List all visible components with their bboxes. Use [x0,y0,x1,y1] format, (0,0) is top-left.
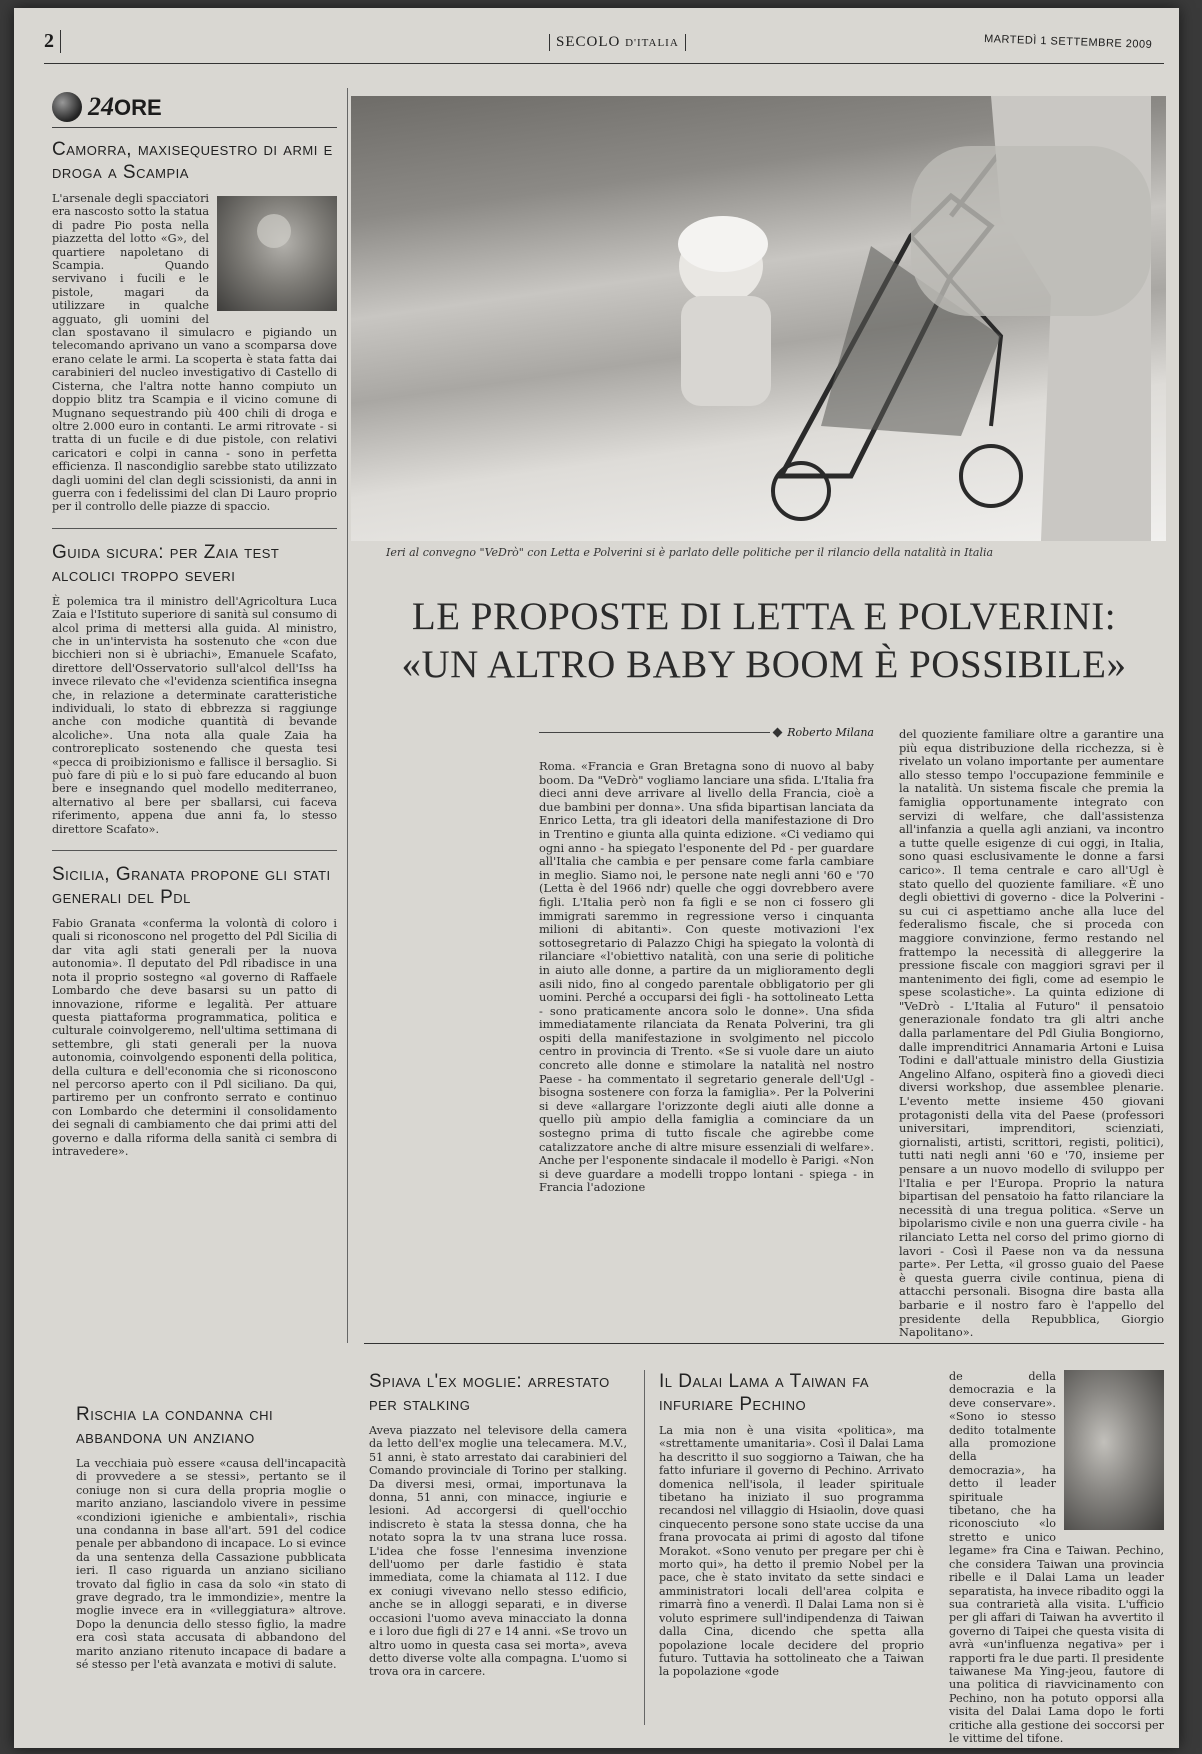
baby-stroller-illustration [351,96,1166,541]
article-anziano [76,1403,346,1672]
article-stalking [369,1370,627,1679]
article-granata [52,863,337,1158]
article-photo [1064,1370,1164,1530]
article-dalai-lama-continued [949,1370,1164,1745]
diamond-icon [773,728,783,738]
byline [539,726,874,739]
main-story-column-1: Roma. «Francia e Gran Bretagna sono di nuovo al baby boom. Da "VeDrò" vogliamo lanciare una sfida. L'Italia fra dieci anni deve arrivare al livello della Francia, cioè a due bambini per donna». Una sfida bipartisan lanciata da Enrico Letta, tra gli ideatori della manifestazione di Dro in Trentino e giunta alla quinta edizione. «Ci vediamo qui ogni anno - ha spiegato l'esponente del Pd - per guardare all'Italia che cambia e per pensare come farla cambiare in meglio. Siamo noi, le persone nate negli anni '60 e '70 (Letta è del 1966 ndr) quelle che oggi dovrebbero avere figli. L'Italia però non fa figli e se non ci fossero gli immigrati saremmo in regressione verso i cinquanta milioni di abitanti». Con queste motivazioni l'ex sottosegretario di Palazzo Chigi ha spiegato la volontà di rilanciare «l'obiettivo natalità, con una serie di politiche in aiuto alle donne, a partire da un miglioramento degli asili nido, fino al congedo parentale obbligatorio per gli uomini. Perché a occuparsi dei figli - ha sottolineato Letta - sono praticamente ancora solo le donne». Una sfida immediatamente rilanciata da Renata Polverini, tra gli ospiti della manifestazione in svolgimento nel piccolo centro in provincia di Trento. «Se si vuole dare un aiuto concreto alle donne e stimolare la natalità nel nostro Paese - ha commentato il segretario generale dell'Ugl - bisogna sostenere con forza la famiglia». Per la Polverini si deve «allargare l'orizzonte degli aiuti alle donne a quello più ampio della famiglia a cominciare da un sostegno prima di tutto fiscale che agirebbe come catalizzatore anche di altre misure essenziali di welfare». Anche per l'esponente sindacale il modello è Parigi. «Non si deve guardare a modelli troppo lontani - spiega - in Francia l'adozione [539,759,874,1195]
article-title: Camorra, maxisequestro di armi e droga a Scampia [52,139,333,183]
page-number: 2 [44,30,61,53]
article-body: de della democrazia e la deve conservare». «Sono io stesso dedito totalmente alla promozione della democrazia», ha detto il leader spirituale tibetano, che ha riconosciuto «lo stretto e unico legame» fra Cina e Taiwan. Pechino, che considera Taiwan una provincia ribelle e il Dalai Lama un leader separatista, ha invece ribadito oggi la sua contrarietà alla visita. L'ufficio per gli affari di Taiwan ha avvertito il governo di Taipei che questa visita di avrà «un'influenza negativa» per i rapporti fra le due parti. Il presidente taiwanese Ma Ying-jeou, fautore di una politica di riavvicinamento con Pechino, non ha potuto opporsi alla visita del Dalai Lama dopo le forti critiche alla gestione dei soccorsi per le vittime del tifone. [949,1370,1164,1745]
24ore-logo: 24ORE [52,86,337,128]
article-body: La vecchiaia può essere «causa dell'incapacità di provvedere a se stessi», pertanto se il coniuge non si cura della propria moglie o marito anziano, lasciandolo vivere in pessime «condizioni igieniche e ambientali», rischia una condanna in base all'art. 591 del codice penale per abbandono di incapace. Lo si evince da una sentenza della Cassazione pubblicata ieri. Il caso riguarda un anziano siciliano trovato dal figlio in casa da solo «in stato di grave degrado, tra le immondizie», mentre la moglie invece era in «villeggiatura» altrove. Dopo la denuncia dello stesso figlio, la madre era così stata accusata di abbandono del marito anziano ritenuto incapace di badare a sé stesso per l'età avanzata e motivi di salute. [76,1457,346,1672]
sidebar-24ore [52,86,337,1172]
photo-caption: Ieri al convegno "VeDrò" con Letta e Polverini si è parlato delle politiche per il rilancio della natalità in Italia [386,546,994,559]
article-title: Rischia la condanna chi abbandona un anziano [76,1404,274,1448]
article-title: Spiava l'ex moglie: arrestato per stalking [369,1371,610,1415]
main-story-column-2: del quoziente familiare oltre a garantire una più equa distribuzione della ricchezza, si è rivelato un volano importante per aumentare allo stesso tempo l'occupazione femminile e la natalità. Un sistema fiscale che premia la famiglia opportunamente integrato con servizi di welfare, che dall'assistenza all'infanzia a quella agli anziani, va incontro a tutte quelle esigenze di cui oggi, in Italia, sono quasi esclusivamente le donne a farsi carico». Il tema centrale e caro all'Ugl è stato quello del quoziente familiare. «È uno degli obiettivi di governo - dice la Polverini - su cui ci aspettiamo anche alla luce del federalismo fiscale, che si proceda con maggiore convinzione, fermo restando nel frattempo la necessità di alleggerire la pressione fiscale con maggiori sgravi per il mantenimento dei figli, come ad esempio le spese scolastiche». La quinta edizione di "VeDrò - L'Italia al Futuro" il pensatoio generazionale fondato tra gli altri anche dalla parlamentare del Pdl Giulia Bongiorno, dalle imprenditrici Annamaria Artoni e Luisa Todini e dall'attuale ministro della Giustizia Angelino Alfano, ospiterà fino a giovedì dieci diversi workshop, due assemblee plenarie. L'evento mette insieme 450 giovani protagonisti della vita del Paese (professori universitari, imprenditori, scienziati, giornalisti, artisti, scrittori, registi, politici), tutti nati negli anni '60 e '70, insieme per pensare a un nuovo modello di sviluppo per l'Italia e per l'Europa. Proprio la natura bipartisan del pensatoio ha fatto rilanciare la necessità di una tregua politica. «Serve un bipolarismo civile e non una guerra civile - ha rilanciato Letta nel corso del primo giorno di lavori - Così il Paese non va da nessuna parte». Per Letta, «il grosso guaio del Paese è questa guerra civile continua, piena di attacchi personali. Bisogna dire basta alla barbarie e il nostro faro è l'appello del presidente della Repubblica, Giorgio Napolitano». [899,727,1164,1340]
issue-date: MARTEDÌ 1 SETTEMBRE 2009 [983,33,1153,51]
article-title: Sicilia, Granata propone gli stati generali del Pdl [52,864,331,909]
article-photo [217,196,337,311]
article-camorra [52,138,337,514]
newspaper-page [14,8,1179,1748]
paper-title: SECOLO D'ITALIA [549,34,686,51]
article-body: L'arsenale degli spacciatori era nascosto sotto la statua di padre Pio posta nella piazzetta del lotto «G», del quartiere napoletano di Scampia. Quando servivano i fucili e le pistole, magari da utilizzare in qualche agguato, gli uomini del clan spostavano il simulacro e pigiando un telecomando aprivano un vano a scomparsa dove erano celate le armi. La scoperta è stata fatta dai carabinieri del nucleo investigativo di Castello di Cisterna, che l'altra notte hanno compiuto un doppio blitz tra Scampia e il vicino comune di Mugnano sequestrando più 400 chili di droga e oltre 2.000 euro in contanti. Le armi ritrovate - si tratta di un fucile e di due pistole, con relativi caricatori e colpi in canna - sono in perfetta efficienza. Il nascondiglio sarebbe stato utilizzato dagli uomini del clan degli scissionisti, da anni in guerra con i fedelissimi del clan Di Lauro proprio per il controllo delle piazze di spaccio. [52,192,337,514]
divider [52,850,337,851]
masthead [44,20,1164,64]
main-photo [351,96,1166,541]
article-body: È polemica tra il ministro dell'Agricoltura Luca Zaia e l'Istituto superiore di sanità sul consumo di alcol prima di mettersi alla guida. Al ministro, che in un'intervista ha sostenuto che «con due bicchieri non si è ubriachi», Emanuele Scafato, direttore dell'Osservatorio sull'alcol dell'Iss ha invece rilevato che «l'evidenza scientifica insegna che, in relazione a determinate caratteristiche individuali, lo stato di ebbrezza si raggiunge anche con modiche quantità di bevande alcoliche». Una nota alla quale Zaia ha controreplicato sostenendo che questa tesi «pecca di proibizionismo e fallisce il bersaglio. Si può fare di più e lo si può fare educando al buon bere e insegnando quel modello mediterraneo, alternativo al bere per sballarsi, cui faceva riferimento, appena due anni fa, lo stesso direttore Scafato». [52,594,337,836]
article-title: Guida sicura: per Zaia test alcolici troppo severi [52,541,280,586]
column-divider [347,88,348,1343]
divider [52,528,337,529]
article-title: Il Dalai Lama a Taiwan fa infuriare Pechino [659,1371,870,1415]
main-headline: LE PROPOSTE DI LETTA E POLVERINI: «UN ALTRO BABY BOOM È POSSIBILE» [401,595,1127,686]
globe-icon [52,92,82,122]
divider [364,1343,1164,1344]
article-body: Fabio Granata «conferma la volontà di coloro i quali si riconoscono nel progetto del Pdl Sicilia di dar vita agli stati generali per la nuova autonomia». Il deputato del Pdl ribadisce in una nota il proprio sostegno «al governo di Raffaele Lombardo che deve basarsi su un patto di innovazione, riforme e legalità. Per attuare questa piattaforma programmatica, politica e culturale coinvolgeremo, nell'ultima settimana di settembre, gli stati generali per la nuova autonomia, coinvolgendo esponenti della politica, della cultura e dell'economia che si riconoscono nel percorso aperto con il Pdl siciliano. Da qui, partiremo per un confronto serrato e continuo con Lombardo che determini il consolidamento dei segnali di cambiamento che dai primi atti del governo e dalla riforma della sanità ci sembra di intravedere». [52,917,337,1158]
author-name: Roberto Milana [787,726,874,739]
column-divider [644,1370,645,1725]
article-body: La mia non è una visita «politica», ma «strettamente umanitaria». Così il Dalai Lama ha descritto il suo soggiorno a Taiwan, che ha fatto infuriare il governo di Pechino. Arrivato domenica nell'isola, il leader spirituale tibetano ha iniziato il suo programma recandosi nel villaggio di Hsiaolin, dove quasi cinquecento persone sono state uccise da una frana provocata ai primi di agosto dal tifone Morakot. «Sono venuto per pregare per chi è morto qui», ha detto il premio Nobel per la pace, che è stato invitato da sette sindaci e amministratori locali dell'area colpita e rimarrà fino a venerdì. Il Dalai Lama non si è voluto esprimere sull'indipendenza di Taiwan dalla Cina, dicendo che spetta alla popolazione locale decidere del proprio futuro. Tuttavia ha sottolineato che a Taiwan la popolazione «gode [659,1424,924,1679]
article-body: Aveva piazzato nel televisore della camera da letto dell'ex moglie una telecamera. M.V., 51 anni, è stato arrestato dai carabinieri del Comando provinciale di Torino per stalking. Da diversi mesi, ormai, importunava la donna, 51 anni, con minacce, ingiurie e lesioni. Ad accorgersi di quell'occhio indiscreto è stata la stessa donna, che ha notato sopra la tv una strana luce rossa. L'idea che fosse l'ennesima invenzione dell'uomo per darle fastidio è stata immediata, come la chiamata al 112. I due ex coniugi vivevano nello stesso edificio, anche se in alloggi separati, e in diverse occasioni l'uomo aveva minacciato la donna e i loro due figli di 27 e 14 anni. «Se trovo un altro uomo in questa casa sei morta», aveva detto diverse volte alla compagna. L'uomo si trova ora in carcere. [369,1424,627,1679]
article-dalai-lama [659,1370,924,1679]
article-zaia [52,541,337,836]
